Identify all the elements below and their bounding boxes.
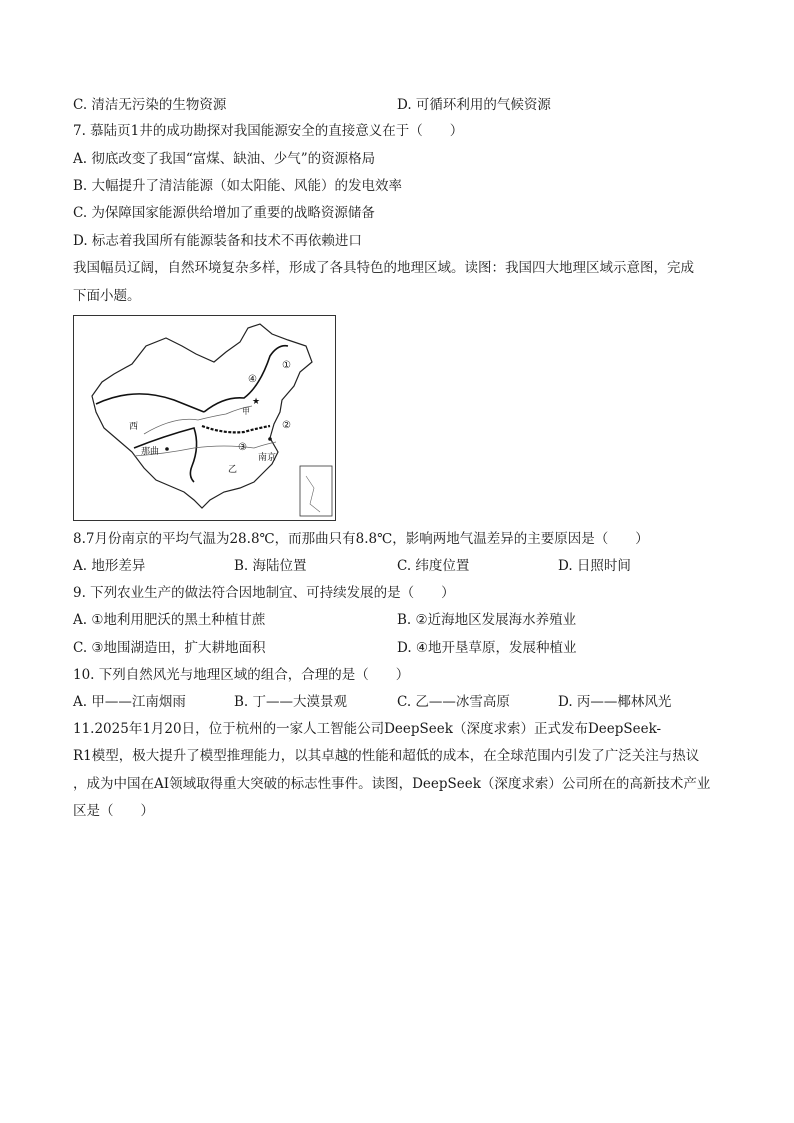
q9-option-d: D. ④地开垦草原，发展种植业 [397,640,577,656]
q7-option-c: C. 为保障国家能源供给增加了重要的战略资源储备 [73,205,375,221]
label-nanjing: 南京 [258,453,277,463]
label-circle-1: ① [282,360,291,371]
q6-option-c: C. 清洁无污染的生物资源 [73,97,227,113]
q9-option-c: C. ③地围湖造田，扩大耕地面积 [73,640,266,656]
q11-line-4: 区是（ ） [73,803,154,819]
region-boundary-north [204,346,288,412]
q11-line-3: ，成为中国在AI领域取得重大突破的标志性事件。读图，DeepSeek（深度求索）公司所在的高新技术产业 [73,776,711,792]
q8-option-d: D. 日照时间 [558,558,631,574]
q8-option-b: B. 海陆位置 [234,558,307,574]
q7-option-a: A. 彻底改变了我国“富煤、缺油、少气”的资源格局 [73,151,376,167]
q7-option-d: D. 标志着我国所有能源装备和技术不再依赖进口 [73,233,362,249]
q10-option-c: C. 乙——冰雪高原 [397,694,510,710]
label-xi: 西 [129,422,139,432]
label-naqu: 那曲 [141,447,160,457]
qinling-huaihe-line [202,426,270,432]
intro-line-1: 我国幅员辽阔，自然环境复杂多样，形成了各具特色的地理区域。读图：我国四大地理区域示意图，完成 [73,260,694,276]
label-circle-4: ④ [248,374,257,385]
q8-option-c: C. 纬度位置 [397,558,470,574]
q8-stem: 8.7月份南京的平均气温为28.8℃，而那曲只有8.8℃，影响两地气温差异的主要原因是（ ） [73,531,649,547]
q6-option-d: D. 可循环利用的气候资源 [397,97,551,113]
q8-option-a: A. 地形差异 [73,558,146,574]
china-regions-map [73,315,336,521]
label-circle-3: ③ [238,442,247,453]
label-yi: 乙 [228,465,238,475]
beijing-star-icon: ★ [252,397,261,407]
q10-option-d: D. 丙——椰林风光 [558,694,672,710]
naqu-dot [165,447,169,451]
q9-option-b: B. ②近海地区发展海水养殖业 [397,612,577,628]
q11-line-1: 11.2025年1月20日，位于杭州的一家人工智能公司DeepSeek（深度求索）正式发布DeepSeek- [73,721,662,737]
q10-option-b: B. 丁——大漠景观 [234,694,348,710]
q10-option-a: A. 甲——江南烟雨 [73,694,186,710]
q11-line-2: R1模型，极大提升了模型推理能力，以其卓越的性能和超低的成本，在全球范围内引发了广泛关注与热议 [73,748,700,764]
intro-line-2: 下面小题。 [73,288,141,304]
label-jia: 甲 [242,407,250,416]
china-outline [92,324,312,508]
q9-stem: 9. 下列农业生产的做法符合因地制宜、可持续发展的是（ ） [73,585,455,601]
map-svg [74,316,335,520]
q7-option-b: B. 大幅提升了清洁能源（如太阳能、风能）的发电效率 [73,178,403,194]
nanjing-dot [268,437,272,441]
q10-stem: 10. 下列自然风光与地理区域的组合，合理的是（ ） [73,667,410,683]
region-boundary-northwest [96,394,204,412]
label-circle-2: ② [282,420,291,431]
q7-stem: 7. 慕陆页1井的成功勘探对我国能源安全的直接意义在于（ ） [73,123,464,139]
q9-option-a: A. ①地利用肥沃的黑土种植甘蔗 [73,612,266,628]
